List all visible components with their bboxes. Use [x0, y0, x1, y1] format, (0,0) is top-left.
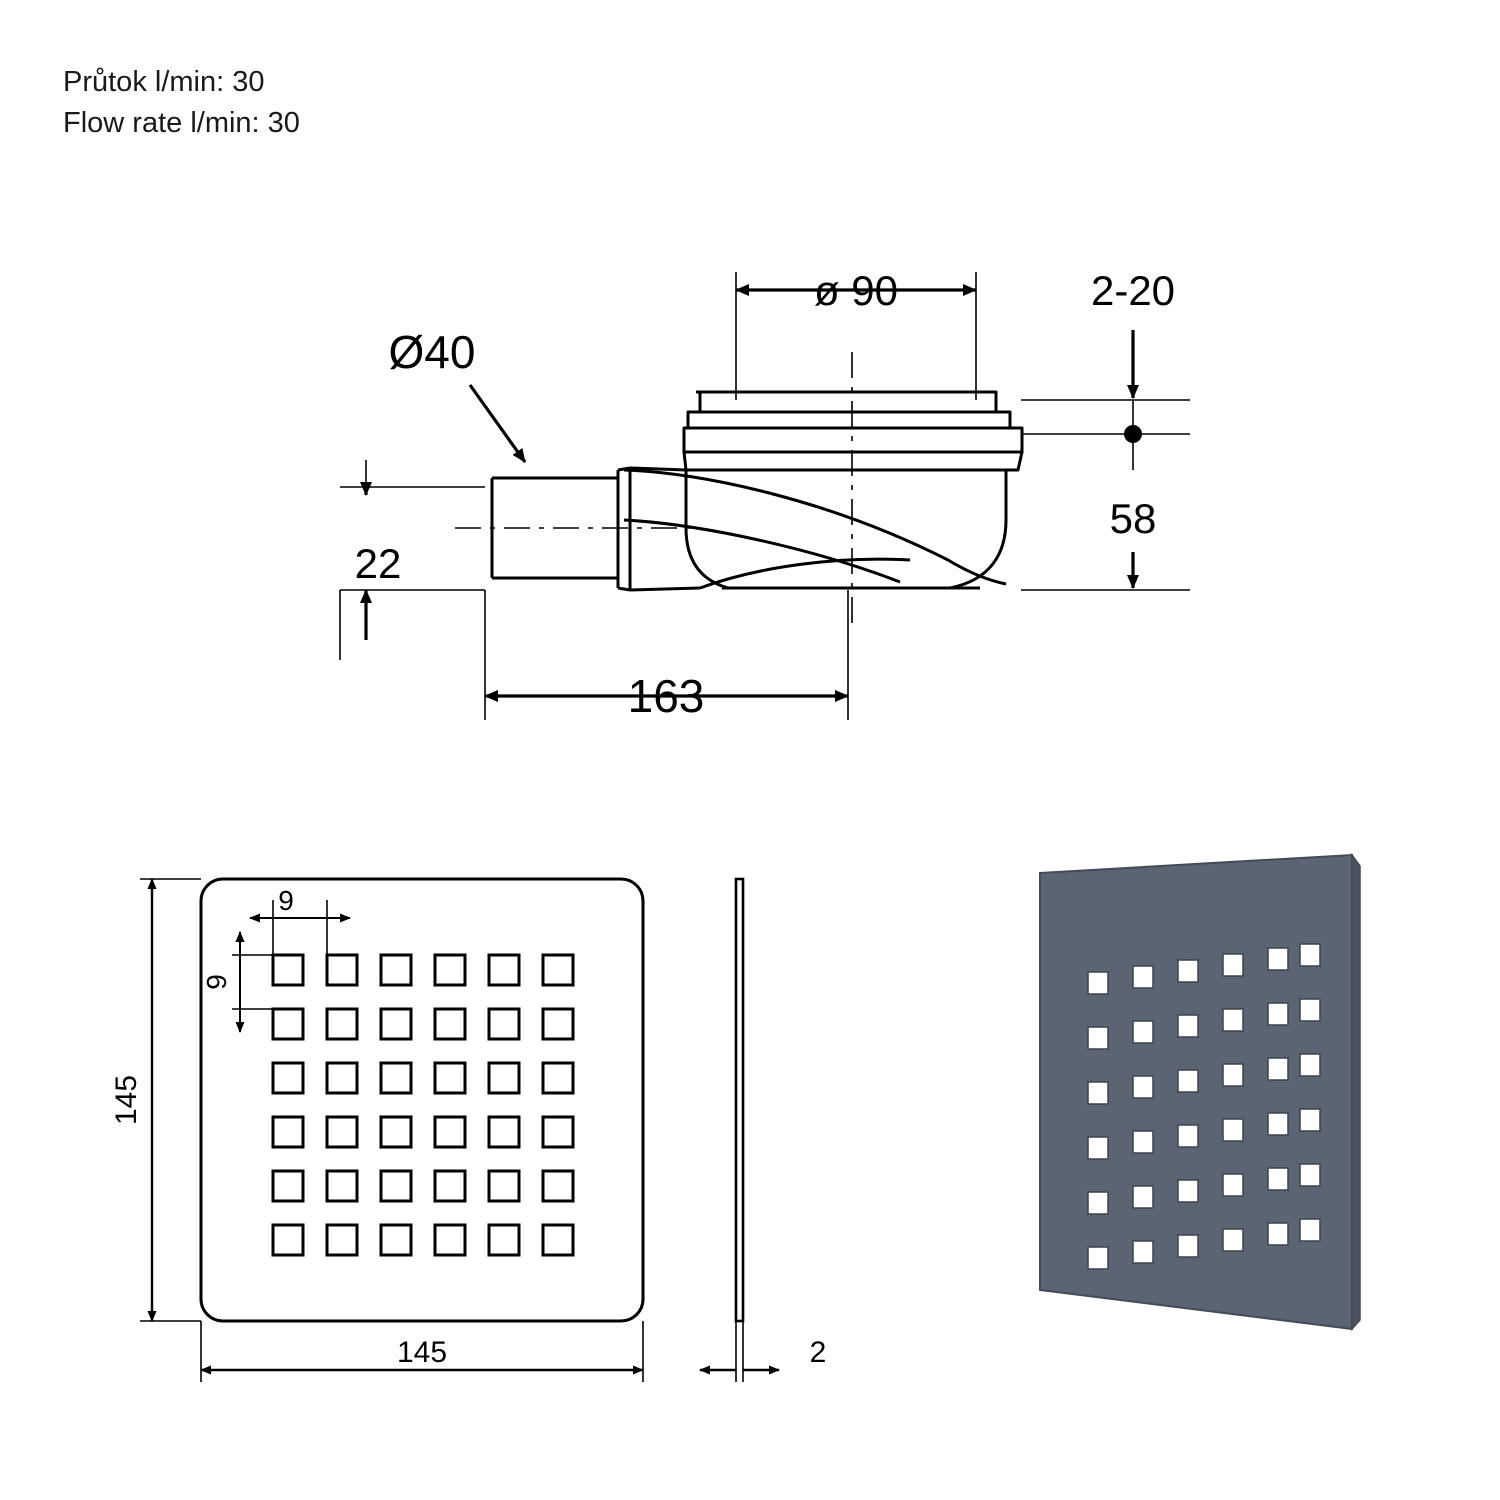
dim-label-length: 163: [627, 670, 705, 722]
dim-label-plate-width: 145: [396, 1336, 448, 1369]
grate-plate-outline: [201, 879, 643, 1321]
dim-label-adjust-range: 2-20: [1090, 267, 1176, 314]
top-view-group: [110, 879, 643, 1382]
flow-rate-en: Flow rate l/min: 30: [63, 107, 300, 139]
edge-view-group: [700, 879, 826, 1382]
perspective-view-group: [1040, 855, 1360, 1329]
dim-label-hole-width: 9: [278, 885, 294, 916]
grate-plate-edge-outline: [736, 879, 743, 1321]
plate-height-extension-lines: [140, 879, 201, 1321]
flow-rate-cz: Průtok l/min: 30: [63, 66, 265, 98]
drain-body-outline: [624, 392, 1022, 588]
dim-label-height: 58: [1109, 495, 1157, 542]
perspective-plate-edge: [1352, 855, 1360, 1329]
side-view-group: [340, 267, 1190, 722]
thickness-extension-lines: [736, 1321, 743, 1382]
dim-label-plate-height: 145: [110, 1074, 143, 1126]
dim-label-thickness: 2: [809, 1336, 827, 1369]
dim-label-inlet-diameter: Ø40: [388, 326, 476, 378]
dim-label-hole-height: 9: [201, 974, 232, 990]
dim-label-outlet-height: 22: [354, 540, 402, 587]
leader-line-inlet-diameter: [470, 385, 525, 462]
dim-label-flange-diameter: ø 90: [813, 267, 899, 314]
outlet-pipe: [492, 468, 700, 590]
